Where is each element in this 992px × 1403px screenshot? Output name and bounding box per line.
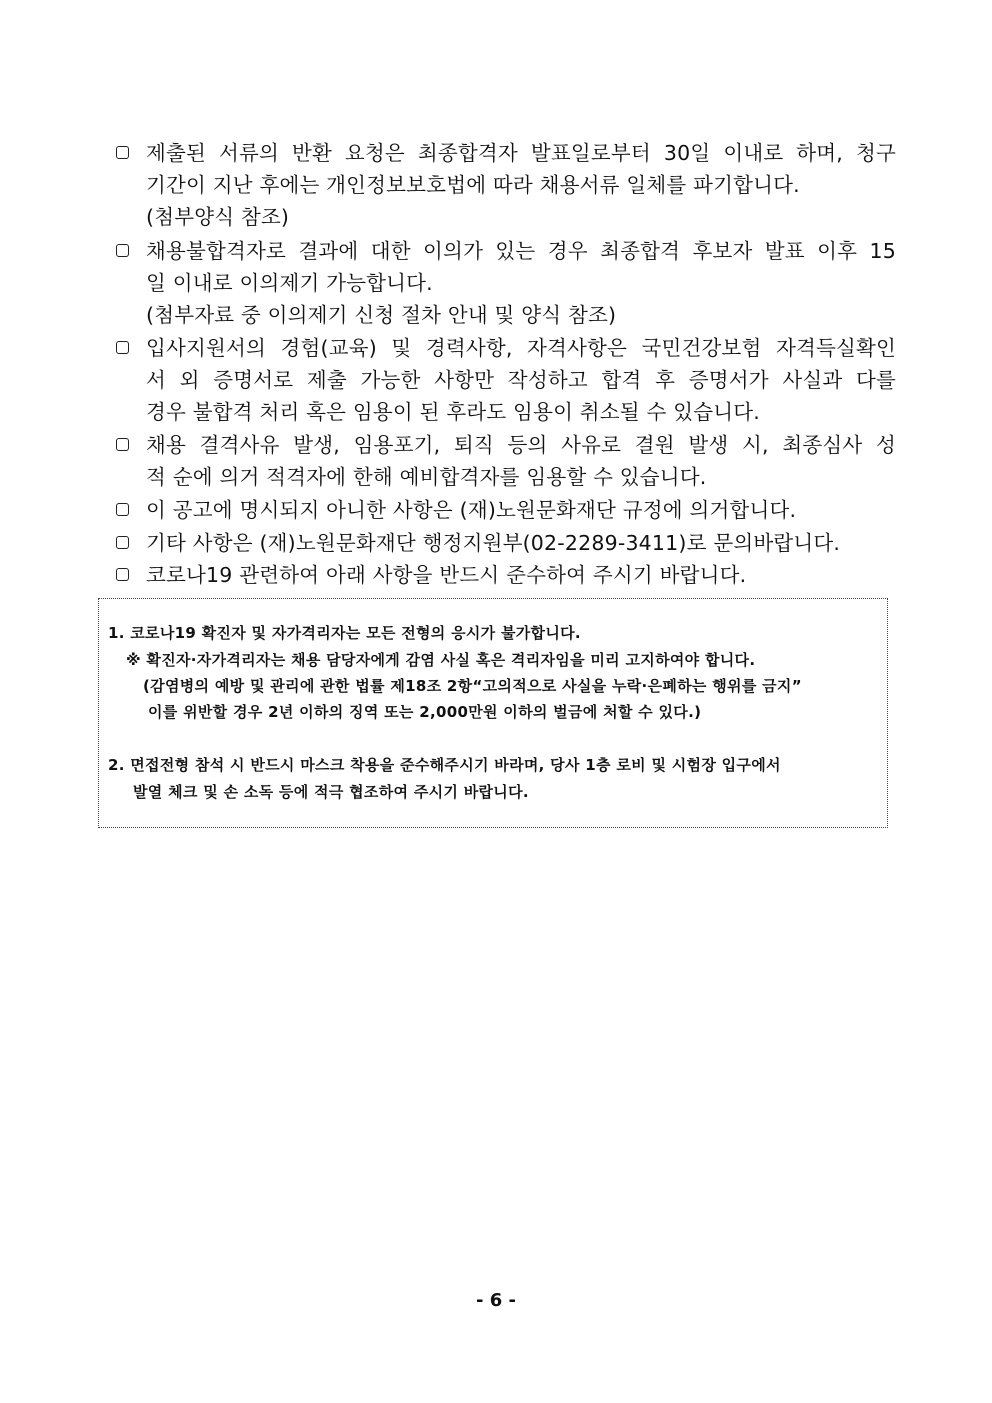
item-text-line: (첨부자료 중 이의제기 신청 절차 안내 및 양식 참조): [146, 303, 617, 327]
item-text-line: 제출된 서류의 반환 요청은 최종합격자 발표일로부터 30일 이내로 하며, 청구: [146, 141, 896, 165]
covid-notice-box: [98, 598, 888, 828]
notice-line: 1. 코로나19 확진자 및 자가격리자는 모든 전형의 응시가 불가합니다.: [108, 624, 581, 642]
item-text-line: 채용불합격자로 결과에 대한 이의가 있는 경우 최종합격 후보자 발표 이후 15: [146, 239, 896, 263]
item-text-line: 기간이 지난 후에는 개인정보보호법에 따라 채용서류 일체를 파기합니다.: [146, 173, 800, 197]
checkbox-square-icon: [116, 536, 129, 549]
notice-line: ※ 확진자·자가격리자는 채용 담당자에게 감염 사실 혹은 격리자임을 미리 고지하여야 합니다.: [126, 651, 756, 669]
list-item: [116, 332, 896, 428]
notice-line: 이를 위반할 경우 2년 이하의 징역 또는 2,000만원 이하의 벌금에 처할 수 있다.): [148, 703, 702, 721]
item-text-line: 기타 사항은 (재)노원문화재단 행정지원부(02-2289-3411)로 문의바랍니다.: [146, 531, 841, 555]
checkbox-square-icon: [116, 568, 129, 581]
item-text-line: 서 외 증명서로 제출 가능한 사항만 작성하고 합격 후 증명서가 사실과 다를: [146, 368, 896, 392]
item-text-line: 입사지원서의 경험(교육) 및 경력사항, 자격사항은 국민건강보험 자격득실확인: [146, 336, 896, 360]
list-item: [116, 494, 896, 526]
checkbox-square-icon: [116, 146, 129, 159]
notice-line: (감염병의 예방 및 관리에 관한 법률 제18조 2항“고의적으로 사실을 누락·은폐하는 행위를 금지”: [143, 677, 802, 695]
item-text-line: 채용 결격사유 발생, 임용포기, 퇴직 등의 사유로 결원 발생 시, 최종심사 성: [146, 433, 896, 457]
item-text-line: 경우 불합격 처리 혹은 임용이 된 후라도 임용이 취소될 수 있습니다.: [146, 400, 760, 424]
item-text-line: 일 이내로 이의제기 가능합니다.: [146, 271, 433, 295]
checkbox-square-icon: [116, 503, 129, 516]
checkbox-square-icon: [116, 244, 129, 257]
list-item: [116, 559, 896, 591]
list-item: [116, 429, 896, 493]
notice-line: 2. 면접전형 참석 시 반드시 마스크 착용을 준수해주시기 바라며, 당사 1층 로비 및 시험장 입구에서: [108, 756, 781, 774]
list-item: [116, 235, 896, 331]
list-item: [116, 137, 896, 233]
item-text-line: 이 공고에 명시되지 아니한 사항은 (재)노원문화재단 규정에 의거합니다.: [146, 498, 797, 522]
list-item: [116, 527, 896, 559]
item-text-line: 코로나19 관련하여 아래 사항을 반드시 준수하여 주시기 바랍니다.: [146, 563, 747, 587]
page-number: - 6 -: [476, 1290, 516, 1311]
checkbox-square-icon: [116, 341, 129, 354]
item-text-line: 적 순에 의거 적격자에 한해 예비합격자를 임용할 수 있습니다.: [146, 465, 707, 489]
notice-line: 발열 체크 및 손 소독 등에 적극 협조하여 주시기 바랍니다.: [133, 783, 529, 801]
item-text-line: (첨부양식 참조): [146, 205, 290, 229]
checkbox-square-icon: [116, 438, 129, 451]
